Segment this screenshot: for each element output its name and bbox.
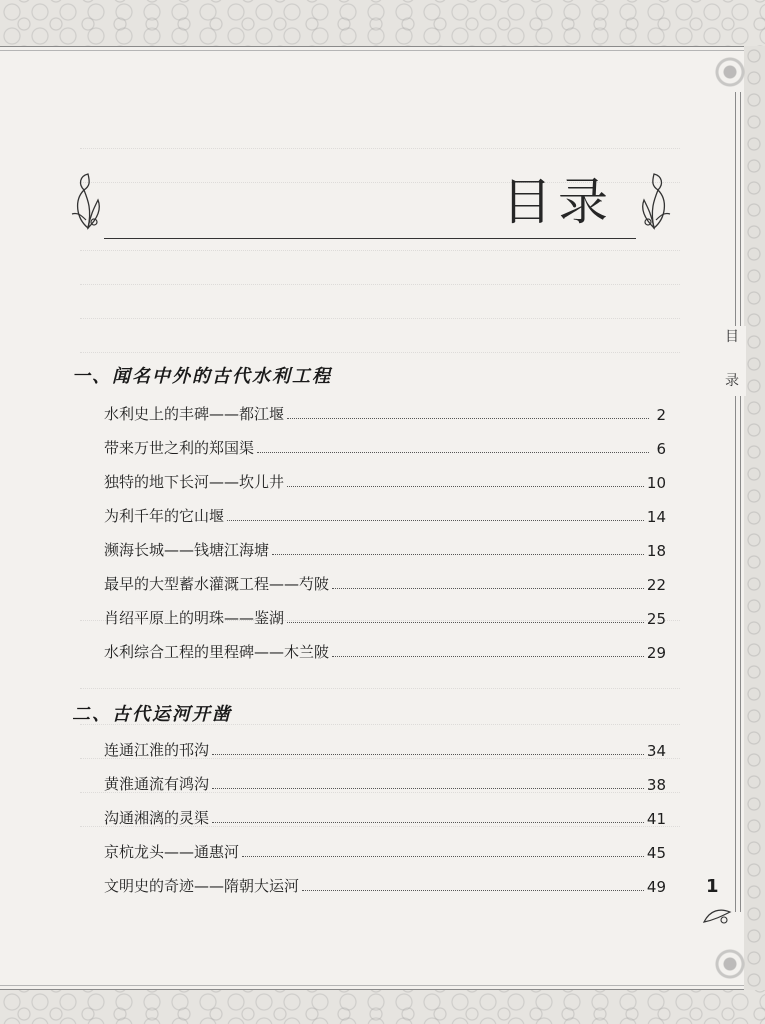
toc-entry-title: 水利史上的丰碑——都江堰 [104,405,285,423]
leader-dots [272,553,644,555]
right-pattern-border [744,46,765,990]
toc-entry[interactable] [104,874,666,896]
side-chapter-label [718,326,746,396]
side-label-char: 录 [725,373,739,389]
leader-dots [332,587,644,589]
leader-dots [212,787,644,789]
leader-dots [287,417,649,419]
toc-entry[interactable] [104,806,666,828]
leader-dots [332,655,644,657]
toc-title-block [68,166,668,246]
leader-dots [242,855,644,857]
page-title: 目录 [502,173,614,231]
toc-entry-title: 最早的大型蓄水灌溉工程——芍陂 [104,575,330,593]
flower-ornament-icon [634,170,674,234]
toc-entry-page: 14 [646,508,666,526]
toc-entry[interactable] [104,402,666,424]
toc-entry-title: 带来万世之利的郑国渠 [104,439,255,457]
top-pattern-border [0,0,765,46]
title-underline [104,238,636,239]
toc-entry-page: 45 [646,844,666,862]
toc-entry-page: 22 [646,576,666,594]
toc-entry-page: 41 [646,810,666,828]
toc-entry[interactable] [104,606,666,628]
toc-entry-page: 29 [646,644,666,662]
toc-entry-title: 肖绍平原上的明珠——鉴湖 [104,609,285,627]
side-label-char: 目 [725,329,739,345]
bottom-pattern-border [0,990,765,1024]
page-number: 1 [706,876,719,897]
toc-entry-page: 25 [646,610,666,628]
toc-entry[interactable] [104,738,666,760]
toc-entry-page: 49 [646,878,666,896]
toc-entry-page: 34 [646,742,666,760]
toc-entry-page: 18 [646,542,666,560]
toc-entry-page: 2 [656,406,666,424]
top-frame-line [0,46,744,51]
toc-entry-page: 10 [646,474,666,492]
toc-entry[interactable] [104,504,666,526]
toc-entry[interactable] [104,436,666,458]
corner-ornament-icon [702,48,758,96]
toc-entry-title: 沟通湘漓的灵渠 [104,809,210,827]
toc-entry-title: 连通江淮的邗沟 [104,741,210,759]
leaf-ornament-icon [702,904,732,926]
toc-entry-title: 京杭龙头——通惠河 [104,843,240,861]
leader-dots [257,451,649,453]
leader-dots [302,889,644,891]
toc-entry[interactable] [104,640,666,662]
toc-entry-title: 独特的地下长河——坎儿井 [104,473,285,491]
toc-entry-page: 6 [656,440,666,458]
leader-dots [287,621,644,623]
corner-ornament-icon [702,940,758,988]
section-heading: 二、古代运河开凿 [72,704,232,725]
toc-entry[interactable] [104,538,666,560]
leader-dots [212,821,644,823]
sidebar-double-rule [735,92,741,912]
toc-entry-title: 黄淮通流有鸿沟 [104,775,210,793]
toc-entry-title: 水利综合工程的里程碑——木兰陂 [104,643,330,661]
bottom-frame-line [0,985,744,990]
toc-entry[interactable] [104,470,666,492]
toc-entry[interactable] [104,772,666,794]
toc-entry-title: 濒海长城——钱塘江海塘 [104,541,270,559]
toc-entry[interactable] [104,572,666,594]
section-heading: 一、闻名中外的古代水利工程 [72,366,332,387]
toc-entry-title: 为利千年的它山堰 [104,507,225,525]
flower-ornament-icon [68,170,108,234]
toc-entry[interactable] [104,840,666,862]
toc-entry-page: 38 [646,776,666,794]
leader-dots [227,519,644,521]
leader-dots [287,485,644,487]
toc-entry-title: 文明史的奇迹——隋朝大运河 [104,877,300,895]
leader-dots [212,753,644,755]
